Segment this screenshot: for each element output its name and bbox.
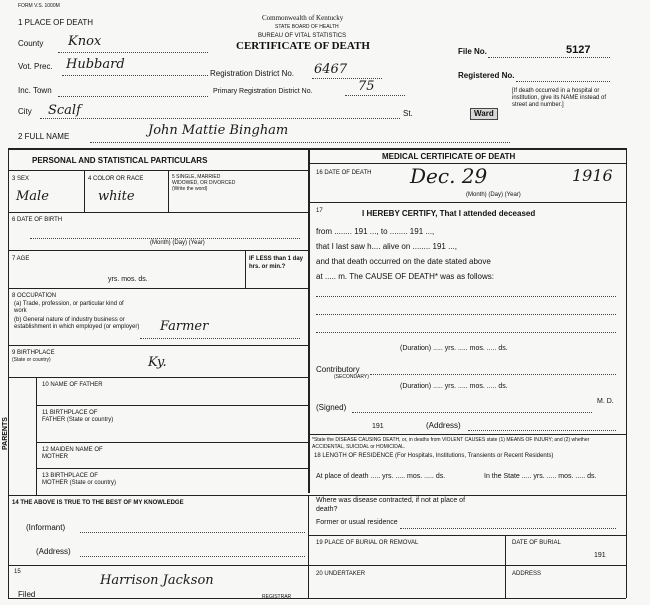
cause-blank-3 [316, 332, 616, 333]
year-of-death-value: 1916 [572, 166, 613, 185]
color-value: white [98, 189, 135, 204]
rule-6 [8, 377, 308, 378]
primary-reg-label: Primary Registration District No. [213, 88, 313, 95]
md-label: M. D. [597, 398, 614, 405]
rule-4 [8, 288, 308, 289]
form-number: FORM V.S. 1000M [18, 3, 60, 9]
sex-value: Male [16, 189, 49, 204]
informant-line [80, 532, 305, 533]
top-rule [8, 148, 626, 150]
date-of-death-label: 16 DATE OF DEATH [316, 170, 372, 176]
filed-label: Filed [18, 590, 36, 599]
v-sex [84, 170, 85, 212]
rule-7 [36, 405, 308, 406]
full-name-label: 2 FULL NAME [18, 132, 70, 141]
inc-town-label: Inc. Town [18, 86, 52, 95]
medical-section-title: MEDICAL CERTIFICATE OF DEATH [382, 152, 516, 161]
hospital-note: [If death occurred in a hospital or institution, give its NAME instead of street and number.] [512, 88, 607, 108]
occupation-a: (a) Trade, profession, or particular kind of work [14, 301, 124, 315]
place-of-death-label: 1 PLACE OF DEATH [18, 18, 93, 27]
sex-label: 3 SEX [12, 176, 30, 182]
city-value: Scalf [48, 103, 81, 118]
father-birthplace-label: 11 BIRTHPLACE OF FATHER (State or country) [42, 410, 114, 424]
right-border [626, 148, 627, 598]
address-label: (Address) [36, 547, 71, 556]
rule-m2 [308, 202, 626, 203]
rule-8 [36, 442, 308, 443]
former-line [400, 528, 616, 529]
cause-footnote: *State the DISEASE CAUSING DEATH, or, in deaths from VIOLENT CAUSES state (1) MEANS OF INJURY; and (2) whether ACCIDENTAL, SUICIDAL or HOMICIDAL. [312, 437, 590, 450]
date-of-burial-label: DATE OF BURIAL [512, 540, 561, 546]
rule-m4 [308, 535, 626, 536]
bottom-rule [8, 598, 626, 599]
reg-district-value: 6467 [314, 62, 348, 77]
certify-text: I HEREBY CERTIFY, That I attended deceased [362, 209, 536, 218]
left-border [8, 148, 9, 598]
registrar-label: REGISTRAR [262, 594, 292, 600]
registered-no-label: Registered No. [458, 71, 515, 80]
file-line [488, 57, 610, 58]
signed-label: (Signed) [316, 403, 347, 412]
burial-year: 191 [594, 552, 606, 559]
rule-11 [8, 565, 308, 566]
rule-2 [8, 212, 308, 213]
duration-2: (Duration) ..... yrs. ..... mos. ..... ds. [400, 383, 508, 390]
vot-prec-label: Vot. Prec. [18, 62, 53, 71]
city-line [40, 118, 400, 119]
file-no-label: File No. [458, 47, 487, 56]
age-units: yrs. mos. ds. [108, 276, 148, 283]
v-age [245, 250, 246, 288]
death-occurred-line: and that death occurred on the date stated above [316, 257, 491, 266]
contributory-line [370, 374, 616, 375]
address-line [80, 556, 305, 557]
center-divider [308, 148, 310, 493]
last-saw-line: that I last saw h.... alive on ........ 191 ..., [316, 242, 457, 251]
secondary-label: (SECONDARY) [334, 374, 369, 380]
rule-m5 [308, 565, 626, 566]
dob-line [30, 238, 300, 239]
where-contracted: Where was disease contracted, if not at place of death? [316, 497, 466, 514]
certificate-title: CERTIFICATE OF DEATH [236, 40, 370, 52]
parents-label: PARENTS [2, 417, 9, 450]
board-name: STATE BOARD OF HEALTH [275, 24, 339, 30]
residence-label: 18 LENGTH OF RESIDENCE (For Hospitals, Institutions, Transients or Recent Residents) [314, 453, 554, 459]
date-units: (Month) (Day) (Year) [466, 192, 521, 198]
occupation-value: Farmer [160, 319, 209, 334]
med-address-line [468, 430, 616, 431]
date-of-death-value: Dec. 29 [410, 164, 488, 188]
full-name-value: John Mattie Bingham [148, 123, 289, 138]
mother-name-label: 12 MAIDEN NAME OF MOTHER [42, 447, 103, 461]
reg-district-label: Registration District No. [210, 69, 295, 78]
state-name: Commonwealth of Kentucky [262, 14, 344, 22]
full-name-line [90, 142, 510, 143]
birthplace-label: 9 BIRTHPLACE [12, 350, 55, 356]
true-statement: 14 THE ABOVE IS TRUE TO THE BEST OF MY KNOWLEDGE [12, 500, 184, 506]
vot-prec-value: Hubbard [66, 57, 125, 72]
age-label: 7 AGE [12, 256, 30, 262]
occupation-b: (b) General nature of industry business or establishment in which employed (or employer) [14, 317, 140, 331]
at-place-line: At place of death ..... yrs. ..... mos. ..... ds. [316, 473, 446, 480]
bottom-divider [308, 495, 309, 598]
primary-reg-value: 75 [358, 79, 375, 94]
duration-1: (Duration) ..... yrs. ..... mos. ..... ds. [400, 345, 508, 352]
county-line [58, 52, 208, 53]
inc-town-line [58, 96, 208, 97]
bureau-name: BUREAU OF VITAL STATISTICS [258, 33, 347, 39]
signed-line [352, 412, 592, 413]
ward-label: Ward [470, 108, 498, 120]
informant-label: (Informant) [26, 523, 66, 532]
cause-blank-1 [316, 296, 616, 297]
county-label: County [18, 39, 44, 48]
mother-birthplace-label: 13 BIRTHPLACE OF MOTHER (State or country) [42, 473, 117, 487]
v-burial [505, 535, 506, 598]
father-name-label: 10 NAME OF FATHER [42, 382, 103, 388]
if-less-label: IF LESS than 1 day hrs. or min.? [249, 256, 304, 270]
dob-label: 6 DATE OF BIRTH [12, 217, 63, 223]
cause-blank-2 [316, 314, 616, 315]
city-label: City [18, 107, 32, 116]
occupation-line [140, 338, 300, 339]
rule-1 [8, 170, 308, 171]
cause-line: at ..... m. The CAUSE OF DEATH* was as follows: [316, 272, 494, 281]
file-no-value: 5127 [566, 44, 591, 56]
medical-address-label: (Address) [426, 421, 461, 430]
parents-divider [36, 377, 37, 495]
county-value: Knox [68, 34, 102, 49]
birthplace-value: Ky. [148, 355, 167, 370]
former-residence: Former or usual residence [316, 519, 398, 526]
registrar-signature: Harrison Jackson [100, 573, 214, 588]
rule-m3 [308, 434, 626, 435]
contributory-label: Contributory [316, 365, 360, 374]
rule-9 [36, 468, 308, 469]
vot-line [62, 75, 208, 76]
item15: 15 [14, 569, 21, 575]
item17: 17 [316, 208, 323, 214]
st-label: St. [403, 109, 413, 118]
date-191: 191 [372, 423, 384, 430]
primary-line [345, 95, 405, 96]
rule-3 [8, 250, 308, 251]
v-color [168, 170, 169, 212]
burial-label: 19 PLACE OF BURIAL OR REMOVAL [316, 540, 419, 546]
undertaker-label: 20 UNDERTAKER [316, 571, 366, 577]
in-state-line: In the State ..... yrs. ..... mos. ..... ds. [484, 473, 597, 480]
registered-line [516, 81, 610, 82]
occupation-label: 8 OCCUPATION [12, 293, 57, 299]
birthplace-sub: (State or country) [12, 357, 51, 363]
marital-label: 5 SINGLE, MARRIED WIDOWED, OR DIVORCED (Write the word) [172, 174, 236, 192]
rule-5 [8, 345, 308, 346]
address-column-label: ADDRESS [512, 571, 542, 577]
personal-section-title: PERSONAL AND STATISTICAL PARTICULARS [32, 156, 208, 165]
from-line: from ........ 191 ..., to ........ 191 ..., [316, 227, 435, 236]
color-label: 4 COLOR OR RACE [88, 176, 144, 182]
dob-units: (Month) (Day) (Year) [150, 240, 205, 246]
